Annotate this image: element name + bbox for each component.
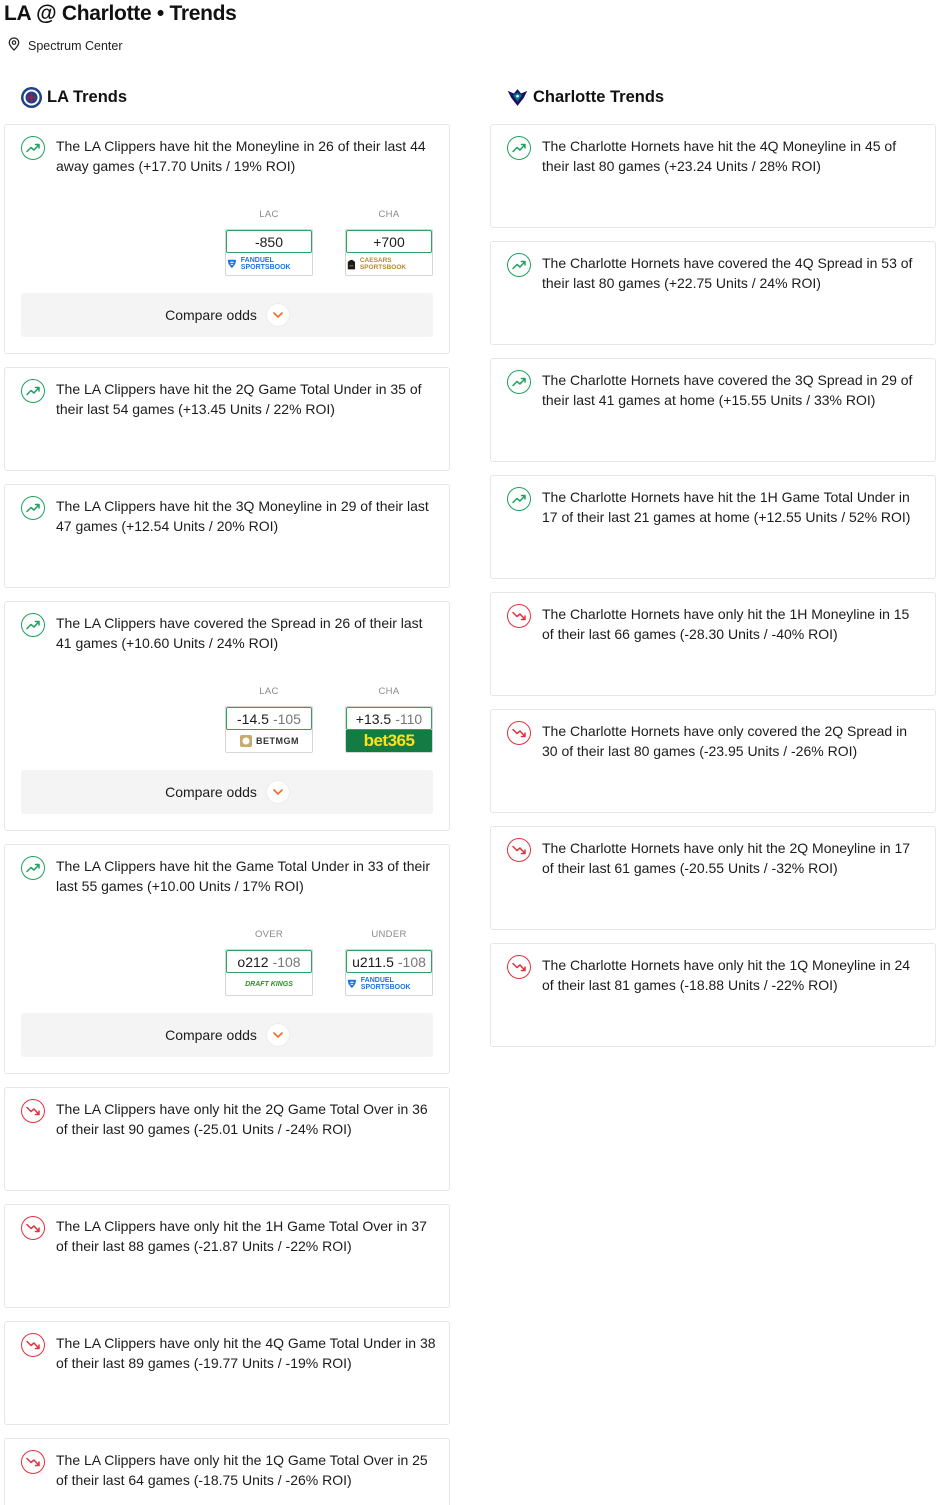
caesars-logo-icon: CAESARS SPORTSBOOK [346,253,432,275]
trend-up-icon [507,253,531,277]
fanduel-logo-icon: FANDUEL SPORTSBOOK [346,973,432,995]
trend-down-icon [21,1333,45,1357]
trend-text: The LA Clippers have hit the Game Total Under in 33 of their last 55 games (+10.00 Units / 17% ROI) [56,858,431,894]
trend-text: The Charlotte Hornets have covered the 3Q Spread in 29 of their last 41 games at home (+15.55 Units / 33% ROI) [542,372,913,408]
trend-text: The Charlotte Hornets have only covered the 2Q Spread in 30 of their last 80 games (-23.95 Units / -26% ROI) [542,723,907,759]
trend-text: The Charlotte Hornets have hit the 1H Game Total Under in 17 of their last 21 games at home (+12.55 Units / 52% ROI) [542,489,911,525]
trend-up-icon [507,370,531,394]
bet365-logo-icon: bet365 [346,730,432,752]
trend-text: The LA Clippers have hit the 3Q Moneyline in 29 of their last 47 games (+12.54 Units / 20% ROI) [56,498,429,534]
trend-text: The LA Clippers have hit the Moneyline in 26 of their last 44 away games (+17.70 Units / 19% ROI) [56,138,426,174]
odds-box[interactable] [345,706,433,753]
trend-down-icon [507,838,531,862]
trend-down-icon [21,1450,45,1474]
odds-value[interactable]: -14.5 -105 [226,707,312,730]
compare-odds-label: Compare odds [165,1027,257,1043]
odds-label: OVER [254,929,284,940]
trend-card [4,484,450,588]
trend-up-icon [507,136,531,160]
location-pin-icon [8,37,28,54]
trend-text: The Charlotte Hornets have only hit the 2Q Moneyline in 17 of their last 61 games (-20.55 Units / -32% ROI) [542,840,911,876]
trend-card [4,1087,450,1191]
odds-cha[interactable] [345,686,433,753]
trend-down-icon [507,604,531,628]
trend-text: The Charlotte Hornets have covered the 4Q Spread in 53 of their last 80 games (+22.75 Units / 24% ROI) [542,255,913,291]
odds-value[interactable]: +13.5 -110 [346,707,432,730]
la-trends-title: LA Trends [47,88,128,106]
odds-box[interactable] [225,706,313,753]
charlotte-trends-header [506,86,664,109]
trend-card [4,601,450,831]
trend-card [490,826,936,930]
trend-down-icon [21,1216,45,1240]
trend-down-icon [507,955,531,979]
trend-text: The Charlotte Hornets have hit the 4Q Moneyline in 45 of their last 80 games (+23.24 Units / 28% ROI) [542,138,897,174]
trend-card [4,1321,450,1425]
odds-over[interactable] [225,929,313,996]
compare-odds-button[interactable] [21,1013,433,1057]
trend-text: The LA Clippers have only hit the 1Q Game Total Over in 25 of their last 64 games (-18.75 Units / -26% ROI) [56,1452,428,1488]
betmgm-logo-icon: BETMGM [226,730,312,752]
odds-label: CHA [378,686,400,697]
trend-text: The LA Clippers have hit the 2Q Game Total Under in 35 of their last 54 games (+13.45 Units / 22% ROI) [56,381,422,417]
odds-label: LAC [259,209,279,220]
odds-cha[interactable] [345,209,433,276]
odds-under[interactable] [345,929,433,996]
odds-lac[interactable] [225,209,313,276]
trend-card [490,709,936,813]
trend-card [490,124,936,228]
venue-name: Spectrum Center [28,38,123,53]
odds-value[interactable]: -850 [226,230,312,253]
odds-box[interactable] [225,229,313,276]
trend-card [4,844,450,1074]
trend-card [490,943,936,1047]
la-trends-header [20,86,127,109]
trend-text: The LA Clippers have only hit the 2Q Game Total Over in 36 of their last 90 games (-25.01 Units / -24% ROI) [56,1101,428,1137]
trend-up-icon [21,856,45,880]
trend-up-icon [21,496,45,520]
odds-label: UNDER [371,929,407,940]
draftkings-logo-icon: DRAFT KINGS [245,980,293,988]
page-title: LA @ Charlotte • Trends [4,2,237,25]
compare-odds-button[interactable] [21,293,433,337]
trend-text: The LA Clippers have only hit the 4Q Game Total Under in 38 of their last 89 games (-19.77 Units / -19% ROI) [56,1335,436,1371]
fanduel-logo-icon: FANDUEL SPORTSBOOK [226,253,312,275]
compare-odds-label: Compare odds [165,784,257,800]
odds-label: LAC [259,686,279,697]
trend-up-icon [507,487,531,511]
trend-down-icon [21,1099,45,1123]
compare-odds-button[interactable] [21,770,433,814]
trend-card [490,241,936,345]
trend-text: The Charlotte Hornets have only hit the 1H Moneyline in 15 of their last 66 games (-28.30 Units / -40% ROI) [542,606,910,642]
trend-card [4,1204,450,1308]
chevron-down-icon [267,1024,289,1046]
chevron-down-icon [267,304,289,326]
trend-up-icon [21,136,45,160]
odds-value[interactable]: +700 [346,230,432,253]
trend-text: The LA Clippers have covered the Spread in 26 of their last 41 games (+10.60 Units / 24% ROI) [56,615,423,651]
trend-card [490,592,936,696]
odds-label: CHA [378,209,400,220]
trend-card [4,1438,450,1505]
odds-box[interactable] [345,949,433,996]
odds-box[interactable] [225,949,313,996]
charlotte-trends-title: Charlotte Trends [533,88,665,106]
trend-text: The Charlotte Hornets have only hit the 1Q Moneyline in 24 of their last 81 games (-18.88 Units / -22% ROI) [542,957,911,993]
clippers-logo-icon [20,86,43,109]
trend-down-icon [507,721,531,745]
venue [8,37,122,54]
odds-box[interactable] [345,229,433,276]
compare-odds-label: Compare odds [165,307,257,323]
trend-up-icon [21,613,45,637]
chevron-down-icon [267,781,289,803]
trend-card [490,358,936,462]
trend-card [490,475,936,579]
trend-text: The LA Clippers have only hit the 1H Game Total Over in 37 of their last 88 games (-21.87 Units / -22% ROI) [56,1218,427,1254]
trend-up-icon [21,379,45,403]
odds-lac[interactable] [225,686,313,753]
odds-value[interactable]: u211.5 -108 [346,950,432,973]
hornets-logo-icon [506,86,529,109]
trend-card [4,367,450,471]
trend-card [4,124,450,354]
odds-value[interactable]: o212 -108 [226,950,312,973]
